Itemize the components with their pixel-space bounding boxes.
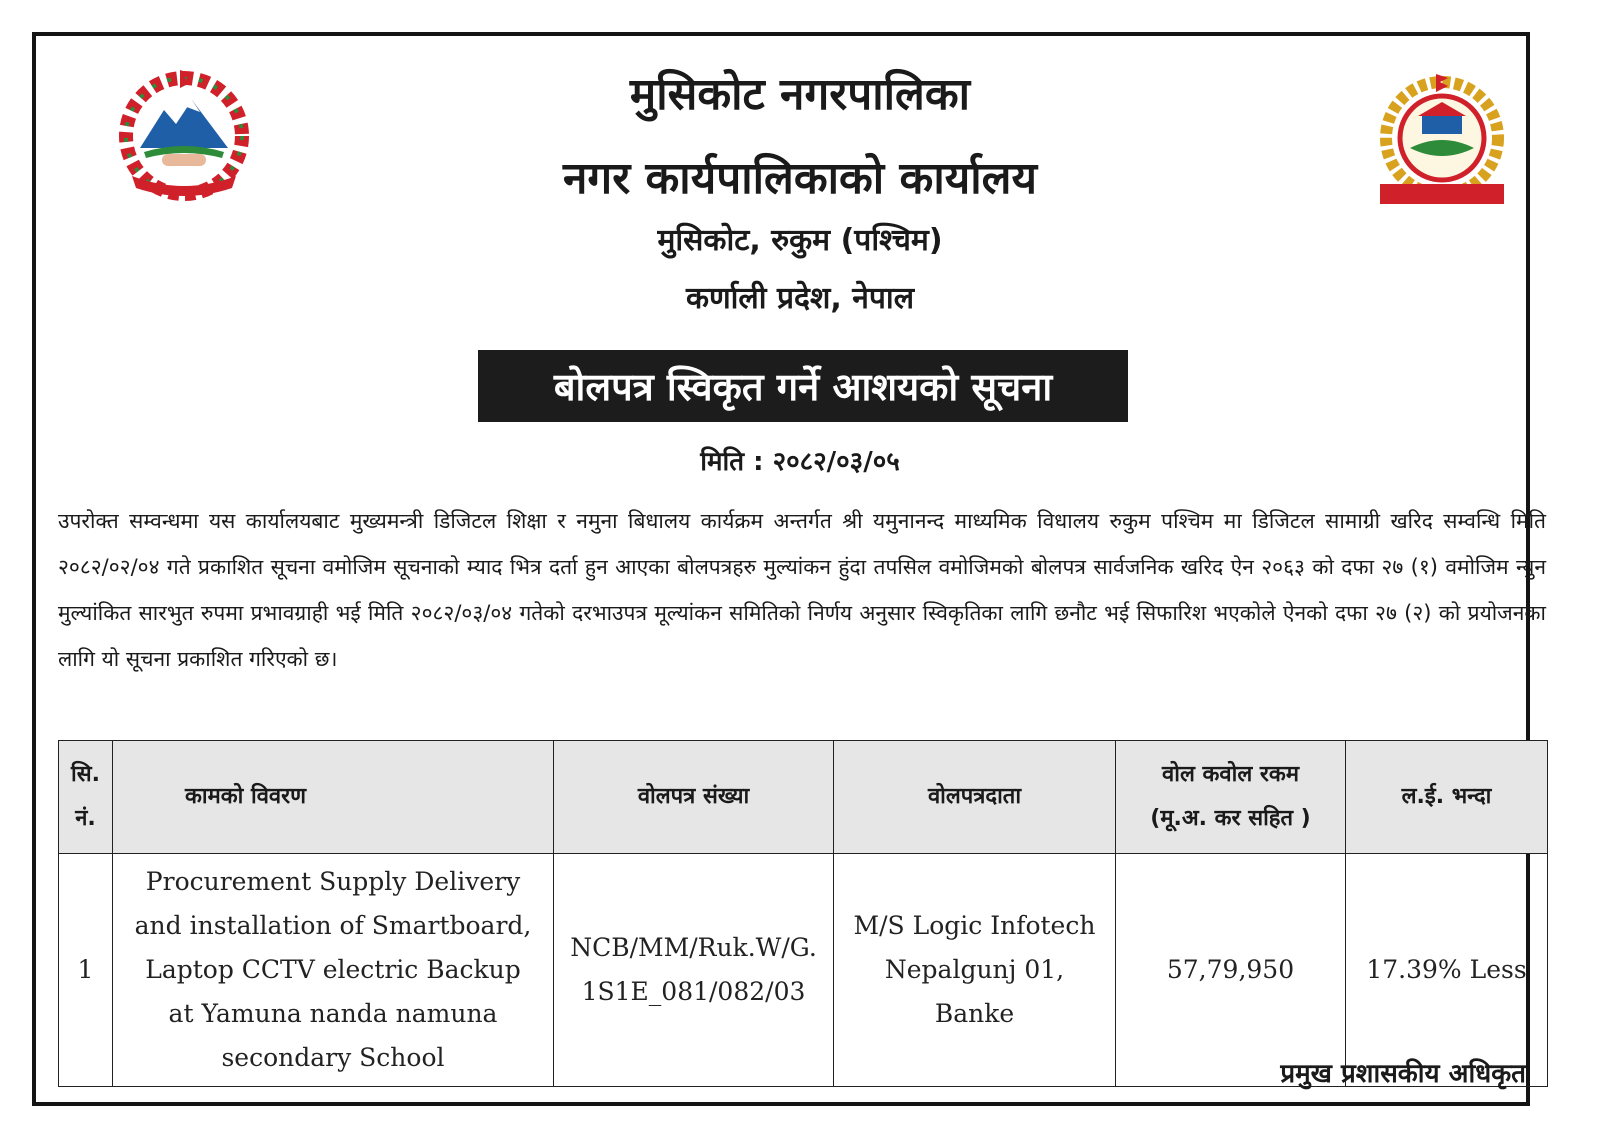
header-below-estimate: ल.ई. भन्दा xyxy=(1346,741,1548,854)
header-amount-line1: वोल कवोल रकम xyxy=(1162,762,1299,787)
header-bidder: वोलपत्रदाता xyxy=(834,741,1116,854)
table-header-row xyxy=(59,741,1548,854)
header-amount-line2: (मू.अ. कर सहित ) xyxy=(1150,806,1311,831)
notice-body: उपरोक्त सम्वन्धमा यस कार्यालयबाट मुख्यमन्त्री डिजिटल शिक्षा र नमुना बिधालय कार्यक्रम अन्तर्गत श्री यमुनानन्द माध्यमिक विधालय रुकुम पश्चिम मा डिजिटल सामाग्री खरिद सम्वन्धि मिति २०८२/०२/०४ गते प्रकाशित सूचना वमोजिम सूचनाको म्याद भित्र दर्ता हुन आएका बोलपत्रहरु मुल्यांकन हुंदा तपसिल वमोजिमको बोलपत्र सार्वजनिक खरिद ऐन २०६३ को दफा २७ (१) वमोजिम न्युन मुल्यांकित सारभुत रुपमा प्रभावग्राही भई मिति २०८२/०३/०४ गतेको दरभाउपत्र मूल्यांकन समितिको निर्णय अनुसार स्विकृतिका लागि छनौट भई सिफारिश भएकोले ऐनको दफा २७ (२) को प्रयोजनका लागि यो सूचना प्रकाशित गरिएको छ। xyxy=(58,509,1546,671)
office-location: मुसिकोट, रुकुम (पश्चिम) xyxy=(657,223,943,258)
bidder-line1: M/S Logic Infotech xyxy=(853,911,1096,940)
header-work-description: कामको विवरण xyxy=(113,741,554,854)
notice-title: बोलपत्र स्विकृत गर्ने आशयको सूचना xyxy=(553,365,1053,409)
cell-serial-number: 1 xyxy=(59,854,113,1087)
cell-work-description: Procurement Supply Delivery and installation of Smartboard, Laptop CCTV electric Backup at Yamuna nanda namuna secondary School xyxy=(113,854,554,1087)
header-bid-number: वोलपत्र संख्या xyxy=(554,741,834,854)
signatory-title: प्रमुख प्रशासकीय अधिकृत xyxy=(1280,1059,1526,1089)
cell-bid-number xyxy=(554,854,834,1087)
notice-date: मिति : २०८२/०३/०५ xyxy=(700,447,900,477)
notice-title-banner xyxy=(478,350,1128,422)
table-row xyxy=(59,854,1548,1087)
cell-bidder xyxy=(834,854,1116,1087)
bidder-line2: Nepalgunj 01, Banke xyxy=(884,955,1065,1028)
bid-number-line1: NCB/MM/Ruk.W/G. xyxy=(570,933,817,962)
bid-number-line2: 1S1E_081/082/03 xyxy=(581,977,806,1006)
header-sn-line2: नं. xyxy=(75,806,96,831)
office-province: कर्णाली प्रदेश, नेपाल xyxy=(685,281,915,316)
header-serial-number xyxy=(59,741,113,854)
bid-result-table xyxy=(58,740,1548,1087)
municipality-name: मुसिकोट नगरपालिका xyxy=(629,69,971,120)
header-sn-line1: सि. xyxy=(71,762,100,787)
office-name: नगर कार्यपालिकाको कार्यालय xyxy=(563,153,1037,204)
cell-below-estimate: 17.39% Less xyxy=(1346,854,1548,1087)
cell-bid-amount: 57,79,950 xyxy=(1116,854,1346,1087)
header-bid-amount xyxy=(1116,741,1346,854)
